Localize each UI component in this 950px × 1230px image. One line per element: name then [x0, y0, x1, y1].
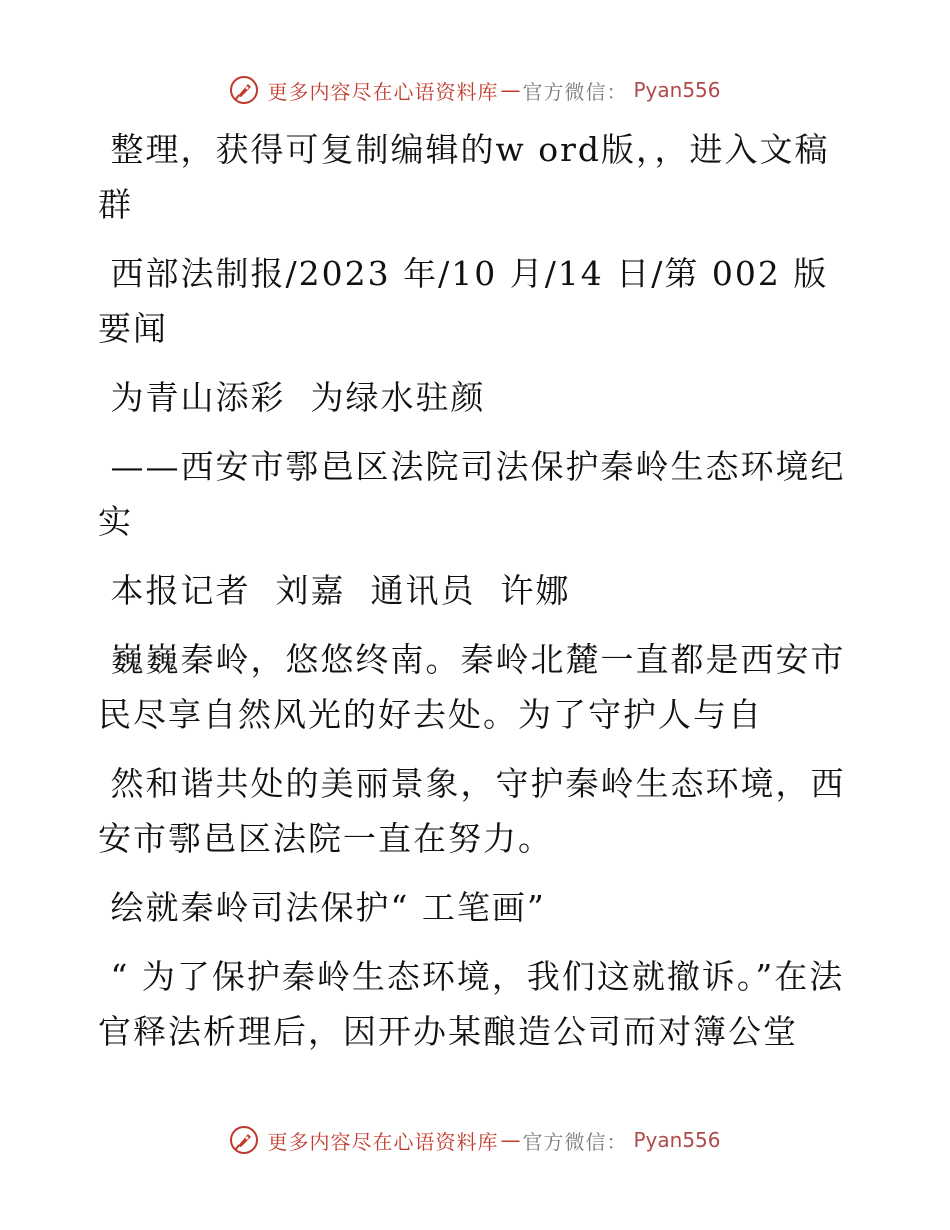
- official-label: 官方微信：: [522, 79, 628, 104]
- footer-banner: [0, 1120, 950, 1160]
- site-name: 更多内容尽在心语资料库: [267, 1129, 499, 1154]
- paragraph-body-2: 然和谐共处的美丽景象，守护秦岭生态环境，西安市鄠邑区法院一直在努力。: [98, 764, 846, 858]
- header-banner: [0, 70, 950, 110]
- section-heading: 绘就秦岭司法保护“ 工笔画”: [98, 888, 546, 927]
- banner-dash: —: [500, 78, 521, 102]
- pen-nib-icon: [229, 1125, 259, 1155]
- article-title: 为青山添彩 为绿水驻颜: [98, 378, 486, 417]
- banner-dash: —: [500, 1128, 521, 1152]
- site-name: 更多内容尽在心语资料库: [267, 79, 499, 104]
- document-body: [98, 122, 858, 1073]
- article-subtitle: ——西安市鄠邑区法院司法保护秦岭生态环境纪实: [98, 447, 846, 541]
- pen-nib-icon: [229, 75, 259, 105]
- article-byline: 本报记者 刘嘉 通讯员 许娜: [98, 571, 571, 610]
- paragraph-source: 西部法制报/2023 年/10 月/14 日/第 002 版要闻: [98, 254, 829, 348]
- wechat-handle: Pyan556: [633, 78, 721, 102]
- paragraph-body-3: “ 为了保护秦岭生态环境，我们这就撤诉。”在法官释法析理后，因开办某酿造公司而对簿公堂: [98, 957, 845, 1051]
- paragraph-body-1: 巍巍秦岭，悠悠终南。秦岭北麓一直都是西安市民尽享自然风光的好去处。为了守护人与自: [98, 640, 846, 734]
- official-label: 官方微信：: [522, 1129, 628, 1154]
- wechat-handle: Pyan556: [633, 1128, 721, 1152]
- paragraph-intro: 整理，获得可复制编辑的w ord版，，进入文稿群: [98, 130, 830, 224]
